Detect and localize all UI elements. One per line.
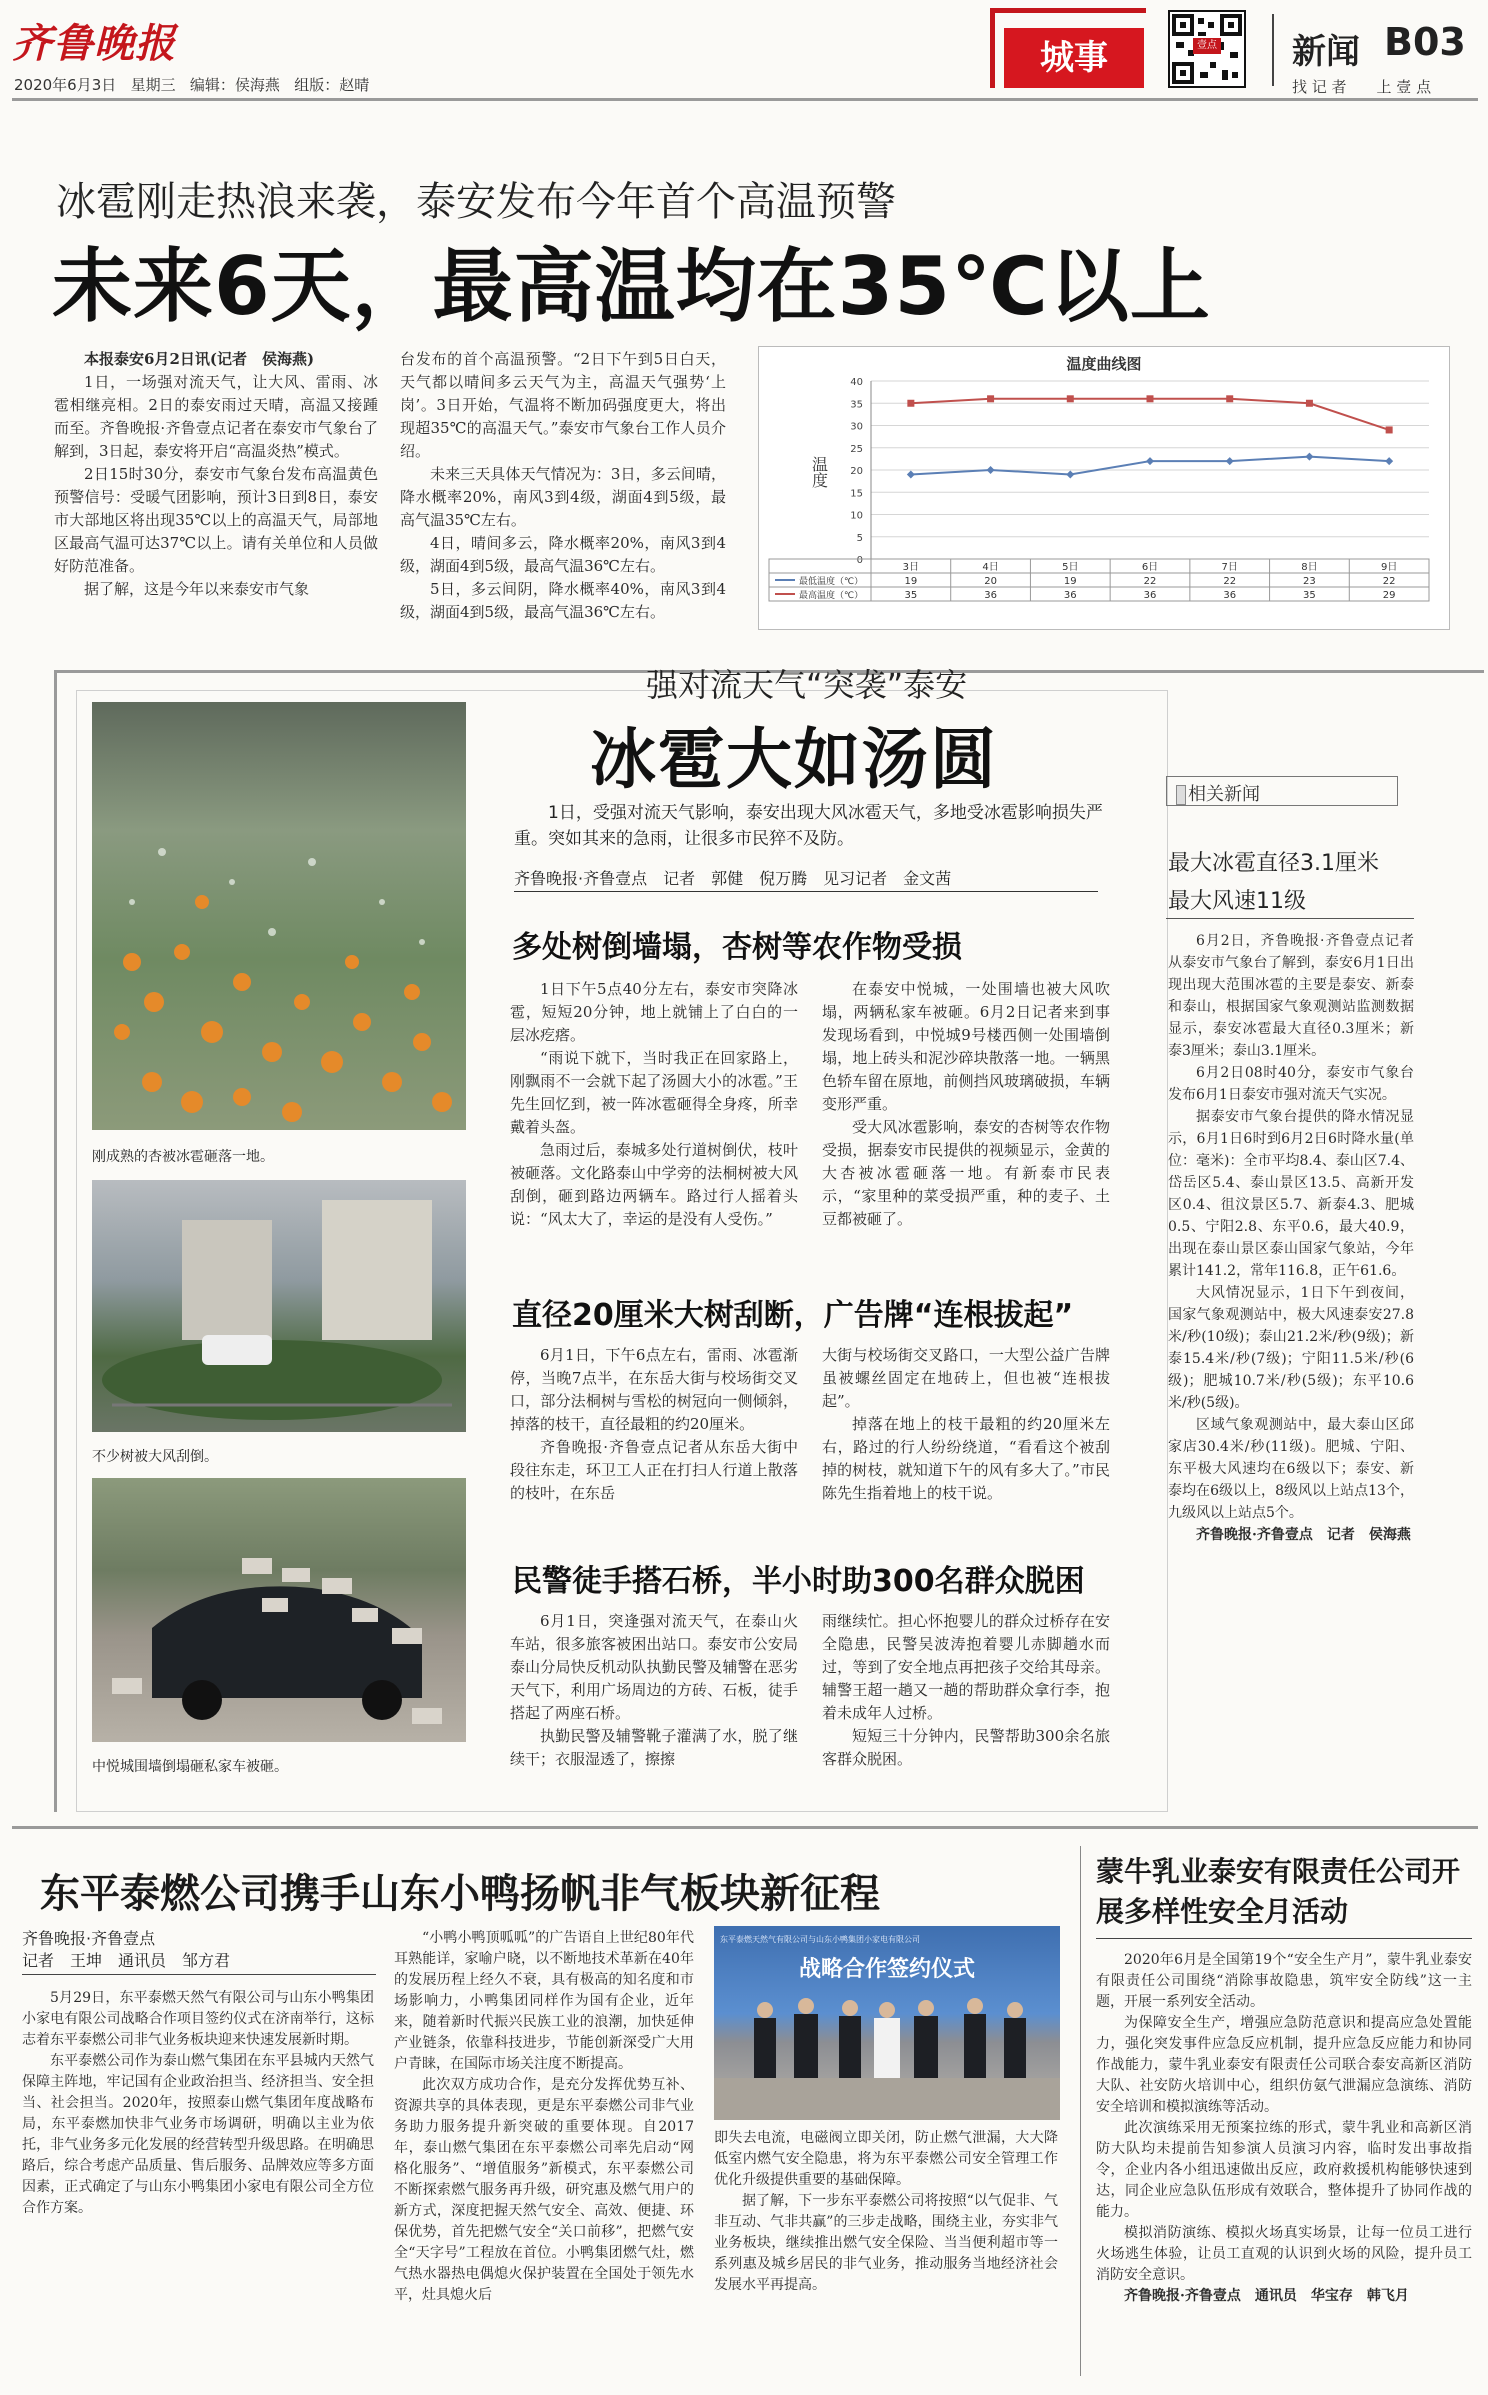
photo-signing-ceremony (714, 1926, 1060, 2120)
ad1-column-3 (714, 2128, 1058, 2296)
issue-info (14, 74, 369, 95)
hail-kicker: 强对流天气“突袭”泰安 (646, 666, 968, 704)
lead-kicker: 冰雹刚走热浪来袭，泰安发布今年首个高温预警 (56, 179, 896, 225)
ad2-body (1096, 1950, 1472, 2307)
chart-y-tick-label: 35 (850, 399, 863, 411)
dateline: 本报泰安6月2日讯(记者 侯海燕) (84, 350, 315, 368)
paragraph: 执勤民警及辅警靴子灌满了水，脱了继续干；衣服湿透了，擦擦 (510, 1727, 798, 1768)
ad1-column-2 (394, 1928, 694, 2306)
hail-headline: 冰雹大如汤圆 (590, 720, 998, 798)
chart-x-tick-label: 3日 (902, 562, 920, 573)
chart-y-tick-label: 40 (850, 377, 863, 388)
chart-data-label: 29 (1382, 590, 1396, 601)
chart-data-point (907, 400, 914, 407)
chart-y-tick-label: 30 (850, 421, 863, 433)
related-byline: 齐鲁晚报·齐鲁壹点 记者 侯海燕 (1196, 1527, 1411, 1543)
paragraph: “小鸭小鸭顶呱呱”的广告语自上世纪80年代耳熟能详，家喻户晓，以不断地技术革新在40年的发展历程上经久不衰，具有极高的知名度和市场影响力，小鸭集团同样作为国有企业，近年来，随着新时代振兴民族工业的浪潮，加快延伸产业链条，依靠科技进步，节能创新深受广大用户青睐，在国际市场关注度不断提高。 (394, 1930, 694, 2072)
ceremony-banner-line: 东平泰燃天然气有限公司与山东小鸭集团小家电有限公司 (720, 1935, 920, 1944)
ad1-byline-line-1: 齐鲁晚报·齐鲁壹点 (22, 1929, 156, 1948)
chart-x-tick-label: 5日 (1062, 562, 1079, 573)
ad1-column-1 (22, 1988, 374, 2219)
chart-data-point (987, 466, 995, 474)
paragraph: 急雨过后，泰城多处行道树倒伏，枝叶被砸落。文化路泰山中学旁的法桐树被大风刮倒，砸到路边两辆车。路过行人摇着头说：“风太大了，幸运的是没有人受伤。” (510, 1141, 798, 1228)
paragraph: 东平泰燃公司作为泰山燃气集团在东平县城内天然气保障主阵地，牢记国有企业政治担当、经济担当、安全担当、社会担当。2020年，按照泰山燃气集团年度战略布局，东平泰燃加快非气业务市场调研，明确以主业为依托，非气业务多元化发展的经营转型升级思路。在明确思路后，综合考虑产品质量、售后服务、品牌效应等多方面因素，正式确定了与山东小鸭集团小家电有限公司全方位合作方案。 (22, 2053, 374, 2216)
ad2-byline: 齐鲁晚报·齐鲁壹点 通讯员 华宝存 韩飞月 (1124, 2288, 1409, 2304)
paragraph: 模拟消防演练、模拟火场真实场景，让每一位员工进行火场逃生体验，让员工直观的认识到火场的风险，提升员工消防安全意识。 (1096, 2225, 1472, 2283)
paragraph: 据泰安市气象台提供的降水情况显示，6月1日6时到6月2日6时降水量(单位：毫米)：全市平均8.4、泰山区7.4、岱岳区5.4、泰山景区13.5、高新开发区0.4、徂汶景区5.7、新泰4.3、肥城0.5、宁阳2.8、东平0.6，最大40.9，出现在泰山景区泰山国家气象站，今年累计141.2，常年116.8，正午61.6。 (1168, 1109, 1414, 1279)
paragraph: 此次双方成功合作，是充分发挥优势互补、资源共享的具体表现，更是东平泰燃公司非气业务助力服务提升新突破的重要体现。自2017年，泰山燃气集团在东平泰燃公司率先启动“网格化服务”、“增值服务”新模式，东平泰燃公司不断探索燃气服务再升级，研究惠及燃气用户的新方式，深度把握天然气安全、高效、便捷、环保优势，首先把燃气安全“关口前移”，把燃气安全“天字号”工程放在首位。小鸭集团燃气灶，燃气热水器热电偶熄火保护装置在全国处于领先水平，灶具熄火后 (394, 2077, 694, 2303)
chart-legend-entry: 最低温度（℃） (799, 577, 864, 587)
paragraph: 大风情况显示，1日下午到夜间，国家气象观测站中，极大风速泰安27.8米/秒(10级)；泰山21.2米/秒(9级)；新泰15.4米/秒(7级)；宁阳11.5米/秒(6级)；肥城10.7米/秒(5级)；东平10.6米/秒(5级)。 (1168, 1285, 1414, 1411)
chart-data-table (769, 559, 1429, 601)
lead-column-1 (54, 348, 378, 601)
paragraph: 大街与校场街交叉路口，一大型公益广告牌虽被螺丝固定在地砖上，但也被“连根拔起”。 (822, 1346, 1110, 1410)
chart-data-label: 22 (1223, 576, 1237, 587)
photo-caption-1: 刚成熟的杏被冰雹砸落一地。 (92, 1149, 274, 1165)
chart-data-point (1146, 457, 1154, 465)
apricot-scene-image (92, 702, 466, 1130)
chart-data-label: 36 (984, 590, 997, 601)
chart-data-point (1306, 400, 1313, 407)
chart-data-point (1385, 457, 1393, 465)
fallen-tree-scene-image (92, 1180, 466, 1432)
chart-data-point (1386, 426, 1393, 433)
paragraph: 6月1日，突逢强对流天气，在泰山火车站，很多旅客被困出站口。泰安市公安局泰山分局快反机动队执勤民警及辅警在恶劣天气下，利用广场周边的方砖、石板，徒手搭起了两座石桥。 (510, 1612, 798, 1722)
chart-data-point (1305, 453, 1313, 461)
issue-date: 2020年6月3日 (14, 76, 117, 94)
photo-collapsed-wall (92, 1478, 466, 1742)
newspaper-logo: 齐鲁晚报 (12, 20, 176, 67)
chart-x-tick-label: 6日 (1141, 562, 1159, 573)
chart-data-point (907, 470, 915, 478)
photo-fallen-tree (92, 1180, 466, 1432)
chart-data-label: 35 (904, 590, 918, 601)
paragraph: 短短三十分钟内，民警帮助300余名旅客群众脱困。 (822, 1727, 1110, 1768)
ad2-headline: 蒙牛乳业泰安有限责任公司开展多样性安全月活动 (1096, 1855, 1461, 1928)
related-headline-1: 最大冰雹直径3.1厘米 (1168, 851, 1379, 876)
paragraph: 即失去电流，电磁阀立即关闭，防止燃气泄漏，大大降低室内燃气安全隐患，将为东平泰燃公司安全管理工作优化升级提供重要的基础保障。 (714, 2130, 1058, 2188)
related-headline-rule (1166, 918, 1414, 919)
paragraph: 受大风冰雹影响，泰安的杏树等农作物受损，据泰安市民提供的视频显示，金黄的大杏被冰雹砸落一地。有新泰市民表示，“家里种的菜受损严重，种的麦子、土豆都被砸了。 (822, 1118, 1110, 1228)
subhead-1: 多处树倒墙塌，杏树等农作物受损 (512, 930, 962, 965)
section-tag: 城事 (1004, 28, 1144, 88)
hail-s3-col1 (510, 1610, 798, 1771)
chart-data-label: 23 (1303, 576, 1316, 587)
ad1-byline-rule (22, 1974, 376, 1975)
related-news-marker (1176, 785, 1186, 805)
hail-s3-col2 (822, 1610, 1110, 1771)
qr-logo-badge: 壹点 (1193, 38, 1221, 54)
chart-y-tick-label: 0 (856, 555, 863, 566)
hail-byline: 齐鲁晚报·齐鲁壹点 记者 郭健 倪万腾 见习记者 金文茜 (514, 866, 1098, 892)
chart-y-label: 温度 (809, 456, 829, 488)
paragraph: 6月1日，下午6点左右，雷雨、冰雹渐停，当晚7点半，在东岳大街与校场街交叉口，部分法桐树与雪松的树冠向一侧倾斜，掉落的枝干，直径最粗的约20厘米。 (510, 1346, 798, 1433)
photo-caption-2: 不少树被大风刮倒。 (92, 1449, 218, 1465)
photo-caption-3: 中悦城围墙倒塌砸私家车被砸。 (92, 1759, 288, 1775)
temperature-chart (758, 346, 1450, 630)
chart-y-tick-label: 20 (850, 466, 863, 477)
chart-x-tick-label: 8日 (1301, 562, 1318, 573)
chart-data-point (1147, 395, 1154, 402)
paragraph: 据了解，这是今年以来泰安市气象 (84, 580, 310, 598)
hail-intro: 1日，受强对流天气影响，泰安出现大风冰雹天气，多地受冰雹影响损失严重。突如其来的急雨，让很多市民猝不及防。 (514, 803, 1103, 849)
hail-s1-col1 (510, 978, 798, 1231)
chart-x-tick-label: 4日 (982, 562, 999, 573)
chart-data-label: 19 (1063, 576, 1077, 587)
ad2-headline-rule (1096, 1938, 1472, 1939)
paragraph: 掉落在地上的枝干最粗的约20厘米左右，路过的行人纷纷绕道，“看看这个被刮掉的树枝，就知道下午的风有多大了。”市民陈先生指着地上的枝干说。 (822, 1415, 1110, 1502)
chart-legend-entry: 最高温度（℃） (799, 591, 864, 601)
chart-data-label: 36 (1143, 590, 1157, 601)
hail-s2-col2 (822, 1344, 1110, 1505)
chart-data-label: 36 (1223, 590, 1237, 601)
paragraph: 4日，晴间多云，降水概率20%，南风3到4级，湖面4到5级，最高气温36℃左右。 (400, 534, 726, 575)
lead-headline: 未来6天，最高温均在35℃以上 (52, 240, 1211, 333)
collapsed-wall-scene-image (92, 1478, 466, 1742)
ceremony-people-image (714, 1926, 1060, 2120)
paragraph: 5日，多云间阴，降水概率40%，南风3到4级，湖面4到5级，最高气温36℃左右。 (400, 580, 726, 621)
chart-data-label: 19 (904, 576, 918, 587)
slogan: 找 记 者 上 壹 点 (1292, 78, 1432, 96)
subhead-3: 民警徒手搭石桥，半小时助300名群众脱困 (512, 1564, 1085, 1599)
paragraph: 1日，一场强对流天气，让大风、雷雨、冰雹相继亮相。2日的泰安雨过天晴，高温又接踵而至。齐鲁晚报·齐鲁壹点记者在泰安市气象台了解到，3日起，泰安将开启“高温炎热”模式。 (54, 373, 378, 460)
chart-data-label: 20 (984, 576, 997, 587)
related-headline-2: 最大风速11级 (1168, 889, 1306, 914)
paragraph: 2日15时30分，泰安市气象台发布高温黄色预警信号：受暖气团影响，预计3日到8日，泰安市大部地区将出现35℃以上的高温天气，局部地区最高气温可达37℃以上。请有关单位和人员做好防范准备。 (54, 465, 378, 575)
layout-editor: 组版：赵晴 (294, 76, 370, 94)
chart-y-tick-label: 5 (856, 532, 863, 544)
chart-x-tick-label: 9日 (1380, 562, 1398, 573)
paragraph: 未来三天具体天气情况为：3日，多云间晴，降水概率20%，南风3到4级，湖面4到5级，最高气温35℃左右。 (400, 465, 726, 529)
ad1-byline (22, 1928, 230, 1972)
paragraph: 在泰安中悦城，一处围墙也被大风吹塌，两辆私家车被砸。6月2日记者来到事发现场看到，中悦城9号楼西侧一处围墙倒塌，地上砖头和泥沙碎块散落一地。一辆黑色轿车留在原地，前侧挡风玻璃破损，车辆变形严重。 (822, 980, 1110, 1113)
header-rule (12, 98, 1478, 101)
chart-x-tick-label: 7日 (1221, 562, 1238, 573)
paragraph: 台发布的首个高温预警。“2日下午到5日白天，天气都以晴间多云天气为主，高温天气强势‘上岗’。3日开始，气温将不断加码强度更大，将出现超35℃的高温天气。”泰安市气象台工作人员介绍。 (400, 350, 726, 460)
paragraph: 据了解，下一步东平泰燃公司将按照“以气促非、气非互动、气非共赢”的三步走战略，围绕主业，夯实非气业务板块，继续推出燃气安全保险、当当便利超市等一系列惠及城乡居民的非气业务，推动服务当地经济社会发展水平再提高。 (714, 2193, 1058, 2293)
paragraph: 齐鲁晚报·齐鲁壹点记者从东岳大街中段往东走，环卫工人正在打扫人行道上散落的枝叶，在东岳 (510, 1438, 798, 1502)
paragraph: 为保障安全生产，增强应急防范意识和提高应急处置能力，强化突发事件应急反应机制，提升应急反应能力和协同作战能力，蒙牛乳业泰安有限责任公司联合泰安高新区消防大队、社安防火培训中心，组织仿氨气泄漏应急演练、消防安全培训和模拟演练等活动。 (1096, 2015, 1472, 2115)
paragraph: 1日下午5点40分左右，泰安市突降冰雹，短短20分钟，地上就铺上了白白的一层冰疙瘩。 (510, 980, 798, 1044)
related-news-label (1176, 780, 1260, 806)
paragraph: “雨说下就下，当时我正在回家路上，刚飘雨不一会就下起了汤圆大小的冰雹。”王先生回忆到，被一阵冰雹砸得全身疼，所幸戴着头盔。 (510, 1049, 798, 1136)
hail-s2-col1 (510, 1344, 798, 1505)
chart-y-tick-label: 25 (850, 443, 863, 455)
chart-data-point (1226, 395, 1233, 402)
editor: 编辑：侯海燕 (189, 76, 280, 94)
chart-canvas (759, 347, 1449, 629)
related-news-label-text: 相关新闻 (1188, 784, 1260, 805)
paragraph: 2020年6月是全国第19个“安全生产月”，蒙牛乳业泰安有限责任公司围绕“消除事故隐患，筑牢安全防线”这一主题，开展一系列安全活动。 (1096, 1952, 1472, 2010)
chart-data-label: 22 (1382, 576, 1396, 587)
chart-data-label: 35 (1303, 590, 1316, 601)
paragraph: 5月29日，东平泰燃天然气有限公司与山东小鸭集团小家电有限公司战略合作项目签约仪式在济南举行，这标志着东平泰燃公司非气业务板块迎来快速发展新时期。 (22, 1990, 374, 2048)
chart-title: 温度曲线图 (1066, 355, 1142, 373)
paragraph: 6月2日08时40分，泰安市气象台发布6月1日泰安市强对流天气实况。 (1168, 1065, 1414, 1103)
chart-data-point (1226, 457, 1234, 465)
ad1-headline: 东平泰燃公司携手山东小鸭扬帆非气板块新征程 (40, 1871, 880, 1917)
lead-column-2 (400, 348, 726, 624)
chart-data-point (987, 395, 994, 402)
bottom-rule (12, 1826, 1478, 1829)
chart-data-point (1066, 470, 1074, 478)
section-name: 新闻 (1292, 32, 1360, 72)
chart-y-tick-label: 10 (850, 510, 863, 522)
subhead-2: 直径20厘米大树刮断，广告牌“连根拔起” (512, 1298, 1074, 1333)
ad1-byline-line-2: 记者 王坤 通讯员 邹方君 (22, 1951, 231, 1970)
issue-weekday: 星期三 (130, 76, 176, 94)
paragraph: 此次演练采用无预案拉练的形式，蒙牛乳业和高新区消防大队均未提前告知参演人员演习内容，临时发出事故指令，企业内各小组迅速做出反应，政府救援机构能够快速到达，同企业应急队伍形成有效联合，整体提升了协同作战的能力。 (1096, 2120, 1472, 2220)
header-divider (1272, 14, 1274, 86)
chart-y-tick-label: 15 (850, 488, 863, 500)
paragraph: 区域气象观测站中，最大泰山区邱家店30.4米/秒(11级)。肥城、宁阳、东平极大风速均在6级以下；泰安、新泰均在6级以上，8级风以上站点13个，九级风以上站点5个。 (1168, 1417, 1414, 1521)
hail-s1-col2 (822, 978, 1110, 1231)
chart-data-point (1067, 395, 1074, 402)
page-number: B03 (1384, 20, 1466, 64)
paragraph: 雨继续忙。担心怀抱婴儿的群众过桥存在安全隐患，民警吴波涛抱着婴儿赤脚趟水而过，等到了安全地点再把孩子交给其母亲。辅警王超一趟又一趟的帮助群众拿行李，抱着未成年人过桥。 (822, 1612, 1110, 1722)
photo-apricots (92, 702, 466, 1130)
paragraph: 6月2日，齐鲁晚报·齐鲁壹点记者从泰安市气象台了解到，泰安6月1日出现出现大范围冰雹的主要是泰安、新泰和泰山，根据国家气象观测站监测数据显示，泰安冰雹最大直径0.3厘米；新泰3厘米；泰山3.1厘米。 (1168, 933, 1414, 1059)
related-news-body (1168, 930, 1414, 1546)
ceremony-banner-title: 战略合作签约仪式 (798, 1957, 975, 1982)
chart-data-label: 22 (1143, 576, 1157, 587)
ad-divider (1080, 1846, 1081, 2376)
chart-data-label: 36 (1063, 590, 1077, 601)
